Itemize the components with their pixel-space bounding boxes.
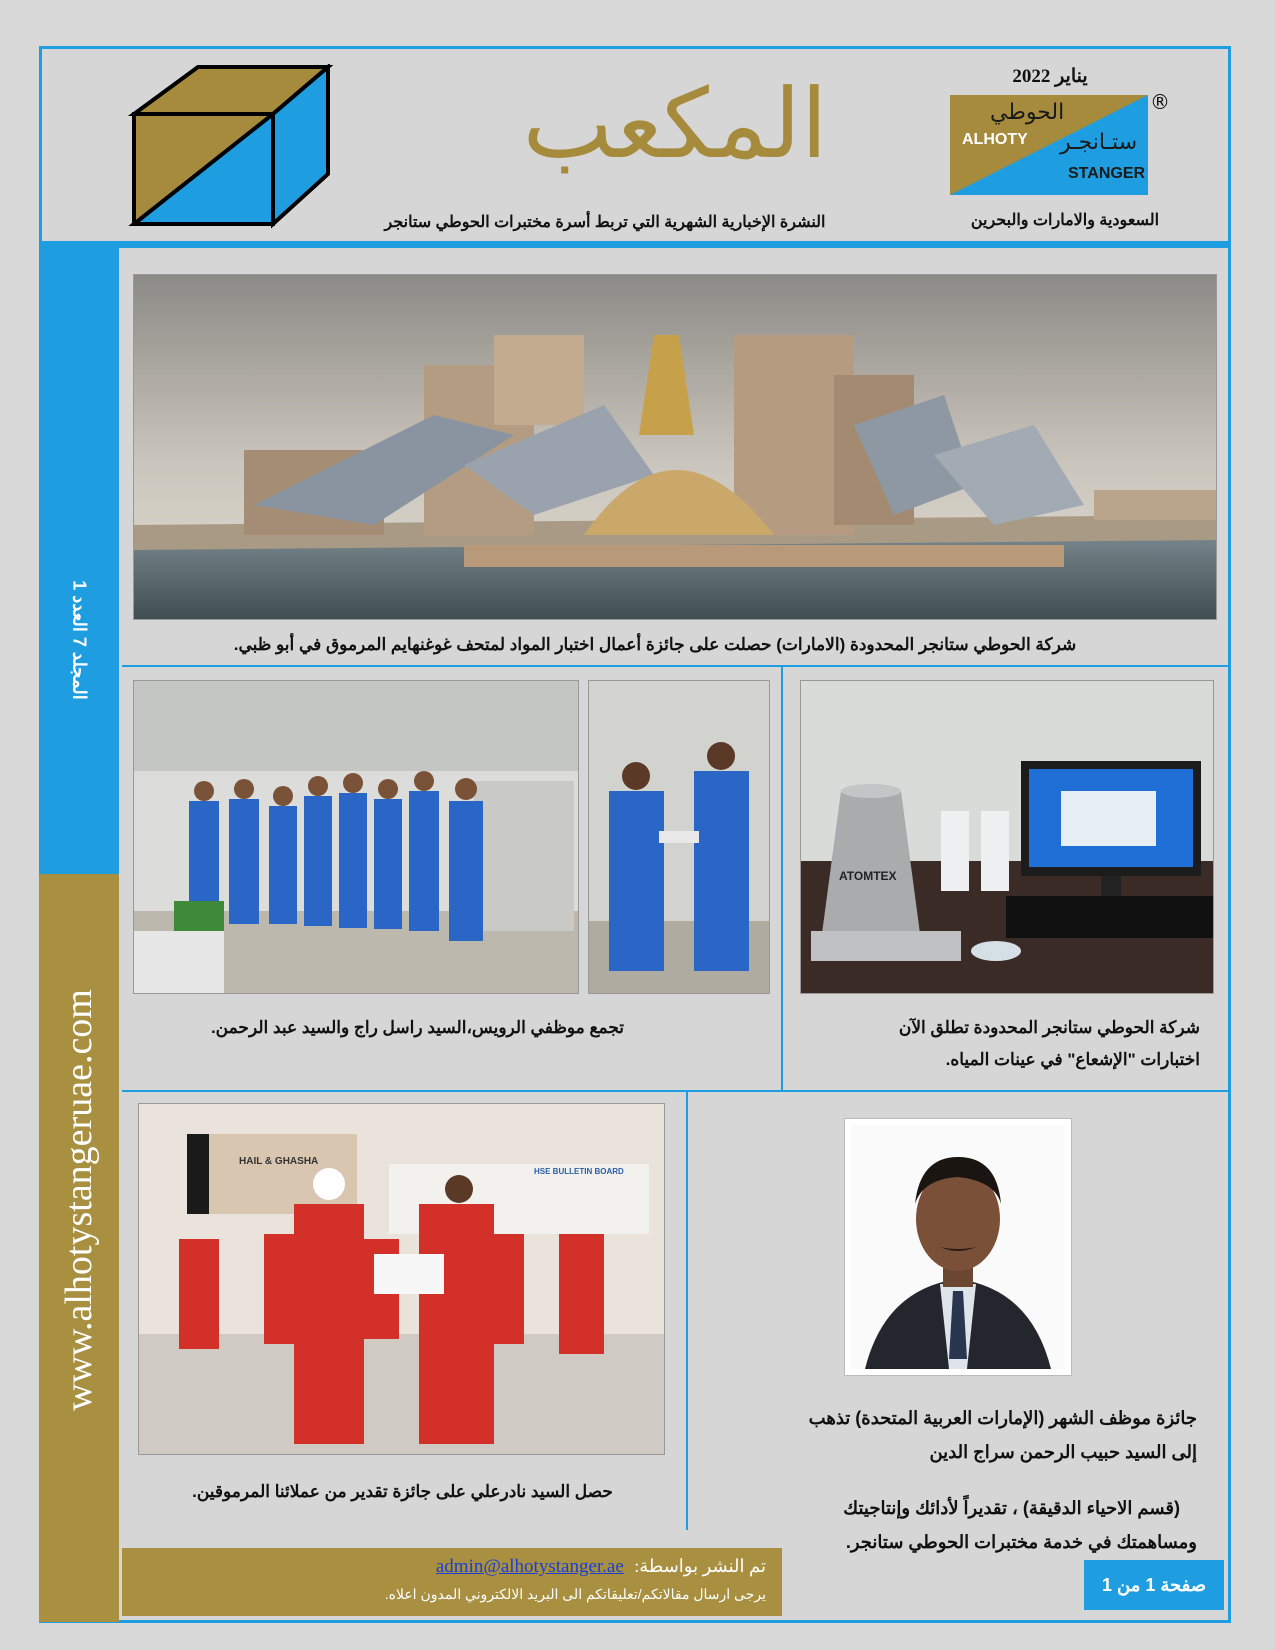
employee-portrait bbox=[844, 1118, 1072, 1376]
lab-equipment-photo bbox=[800, 680, 1214, 994]
website-label[interactable] bbox=[39, 900, 119, 1500]
nader-caption: حصل السيد نادرعلي على جائزة تقدير من عملائنا المرموقين. bbox=[192, 1482, 613, 1501]
footer-note: يرجى ارسال مقالاتكم/تعليقاتكم الى البريد الالكتروني المدون اعلاه. bbox=[384, 1586, 766, 1602]
employee-award-line4: ومساهمتك في خدمة مختبرات الحوطي ستانجر. bbox=[845, 1532, 1197, 1552]
page-number-box bbox=[1084, 1560, 1224, 1610]
handover-photo bbox=[588, 680, 770, 994]
employee-award-line3: (قسم الاحياء الدقيقة) ، تقديراً لأدائك وإنتاجيتك bbox=[843, 1498, 1180, 1518]
footer-published-row bbox=[436, 1556, 766, 1578]
newsletter-title: المكعب bbox=[522, 68, 828, 180]
page-number: صفحة 1 من 1 bbox=[1101, 1575, 1207, 1595]
website-text[interactable]: www.alhotystangeruae.com bbox=[58, 989, 100, 1411]
hse-board-sign: HSE BULLETIN BOARD bbox=[534, 1167, 624, 1176]
issue-date: يناير 2022 bbox=[1012, 66, 1088, 87]
guggenheim-photo bbox=[133, 274, 1217, 620]
registered-mark: ® bbox=[1150, 90, 1170, 114]
divider-3 bbox=[122, 1090, 1228, 1092]
guggenheim-caption: شركة الحوطي ستانجر المحدودة (الامارات) حصلت على جائزة أعمال اختبار المواد لمتحف غوغنهايم المرموق في أبو ظبي. bbox=[233, 635, 1077, 654]
radiation-caption-line1: شركة الحوطي ستانجر المحدودة تطلق الآن bbox=[898, 1018, 1200, 1037]
newsletter-subtitle: النشرة الإخبارية الشهرية التي تربط أسرة مختبرات الحوطي ستانجر bbox=[384, 214, 826, 231]
header-separator bbox=[42, 241, 1228, 248]
footer-publisher-box bbox=[122, 1548, 782, 1616]
logo-ar-alhoty: الحوطي bbox=[990, 100, 1065, 125]
radiation-caption-line2: اختبارات "الإشعاع" في عينات المياه. bbox=[945, 1050, 1200, 1069]
cube-logo bbox=[128, 64, 348, 229]
publisher-email-link[interactable]: admin@alhotystanger.ae bbox=[435, 1556, 624, 1577]
volume-text: المجلد 7 العدد 1 bbox=[69, 580, 90, 700]
gathering-caption: تجمع موظفي الرويس،السيد راسل راج والسيد عبد الرحمن. bbox=[210, 1018, 625, 1037]
regions-label: السعودية والامارات والبحرين bbox=[970, 212, 1160, 229]
hail-ghasha-sign: HAIL & GHASHA bbox=[239, 1156, 319, 1167]
logo-en-alhoty: ALHOTY bbox=[962, 131, 1028, 148]
volume-label bbox=[39, 560, 119, 720]
company-logo bbox=[950, 95, 1148, 195]
logo-en-stanger: STANGER bbox=[1068, 165, 1146, 182]
logo-ar-stanger: ستـانجـر bbox=[1060, 130, 1138, 155]
atomtex-label: ATOMTEX bbox=[839, 869, 897, 883]
published-by-label: تم النشر بواسطة: bbox=[634, 1556, 766, 1576]
employee-award-line2: إلى السيد حبيب الرحمن سراج الدين bbox=[929, 1442, 1197, 1462]
employee-award-line1: جائزة موظف الشهر (الإمارات العربية المتحدة) تذهب bbox=[808, 1408, 1197, 1428]
divider-4 bbox=[686, 1090, 688, 1530]
divider-2 bbox=[781, 665, 783, 1090]
divider-1 bbox=[122, 665, 1228, 667]
staff-gathering-photo bbox=[133, 680, 579, 994]
award-ceremony-photo bbox=[138, 1103, 665, 1455]
